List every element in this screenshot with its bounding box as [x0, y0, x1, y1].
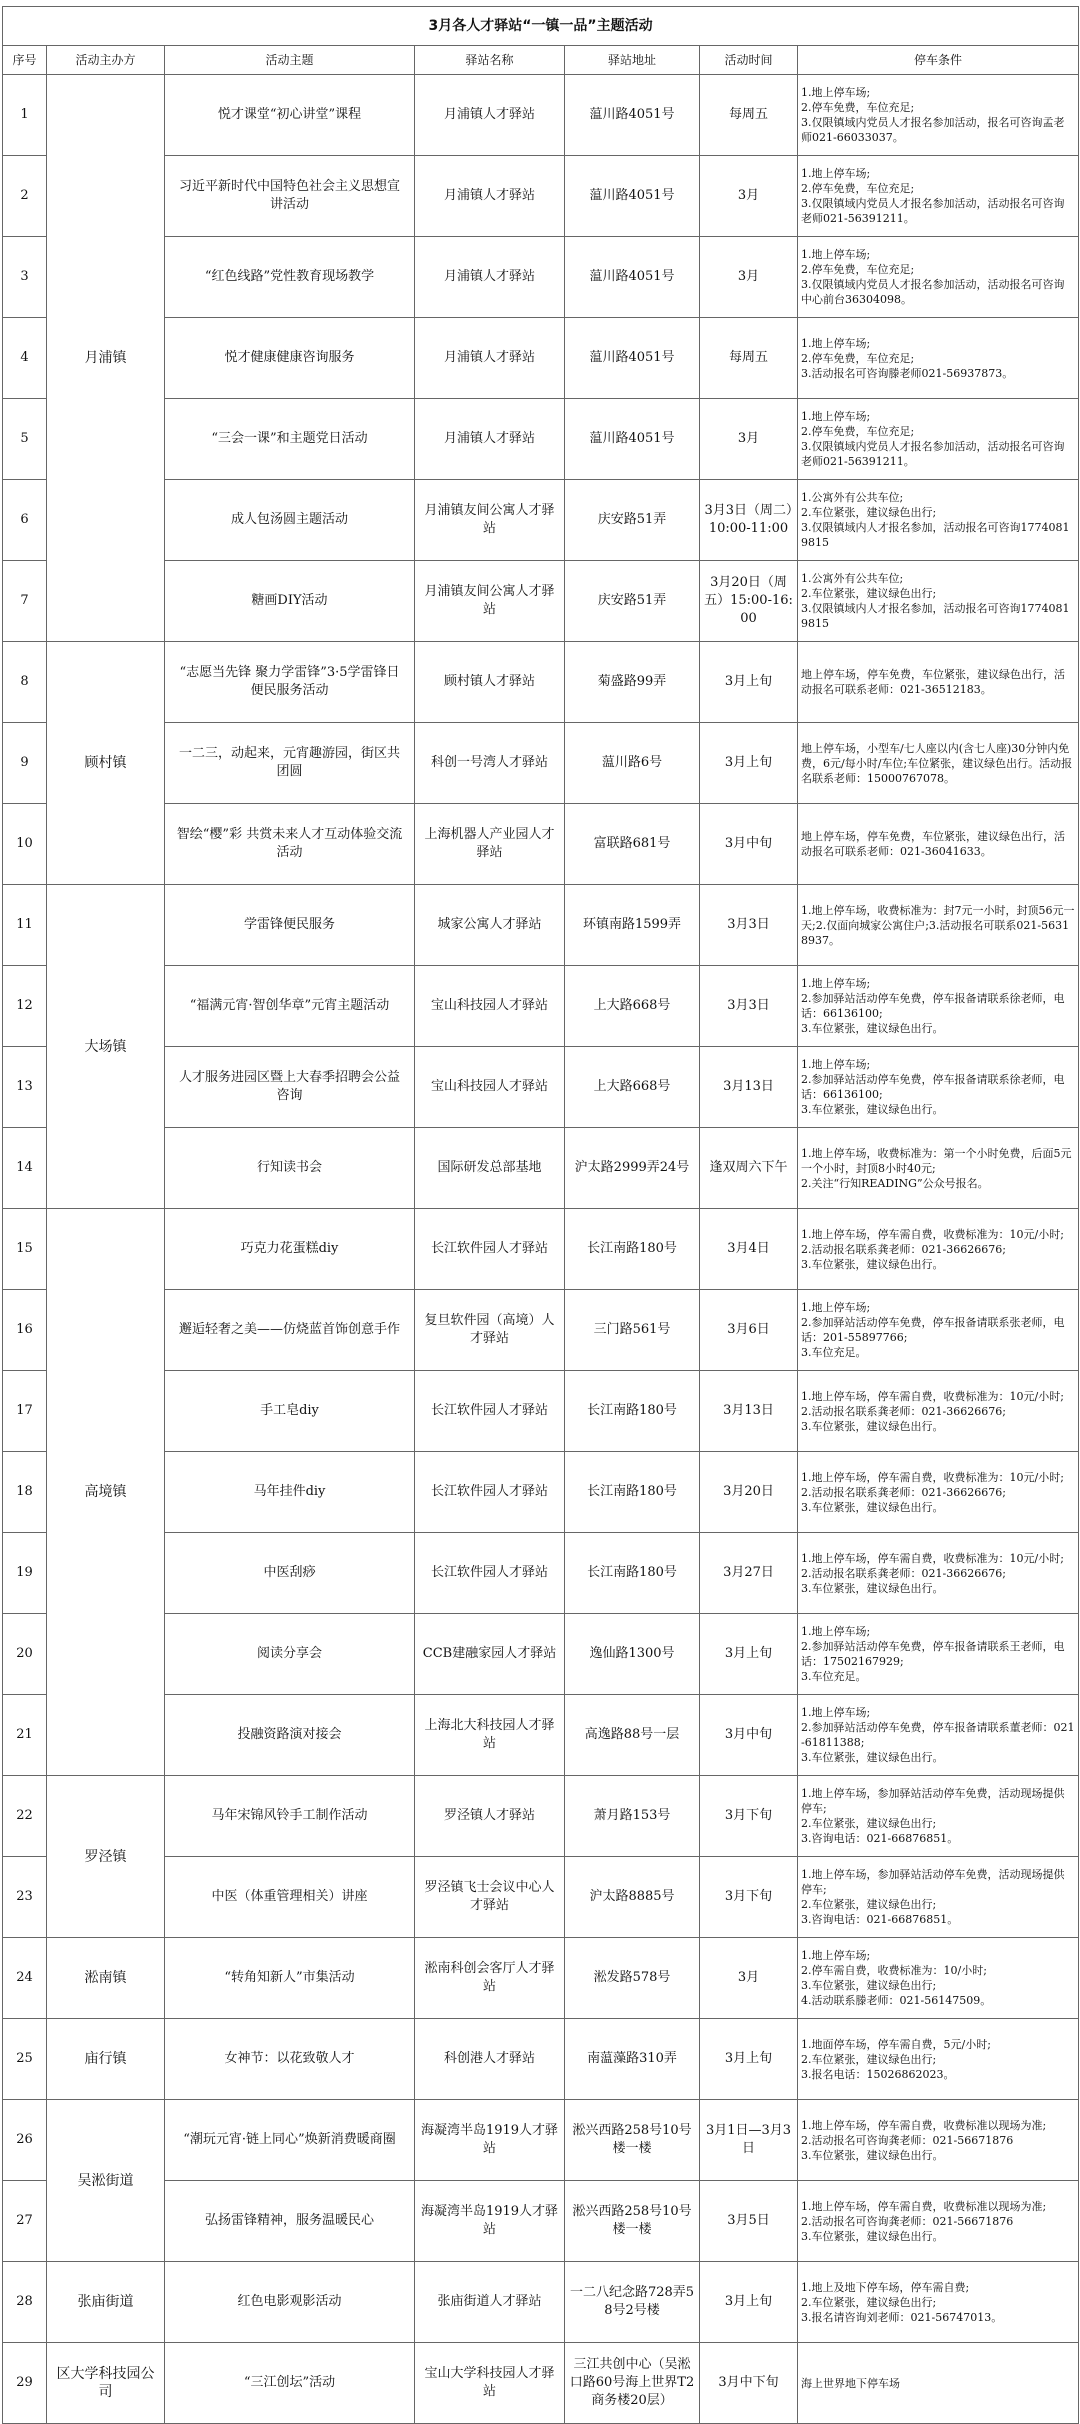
cell-station: 罗泾镇飞士会议中心人才驿站 [415, 1857, 565, 1938]
cell-parking: 地上停车场，小型车/七人座以内(含七人座)30分钟内免费，6元/每小时/车位;车位紧张，建议绿色出行。活动报名联系老师：15000767078。 [798, 723, 1079, 804]
cell-address: 长江南路180号 [565, 1209, 700, 1290]
cell-no: 11 [3, 885, 47, 966]
cell-time: 3月上旬 [700, 642, 798, 723]
header-parking: 停车条件 [798, 46, 1079, 75]
cell-time: 3月20日 [700, 1452, 798, 1533]
cell-address: 三江共创中心（吴淞口路60号海上世界T2商务楼20层） [565, 2343, 700, 2424]
cell-time: 3月1日—3月3日 [700, 2100, 798, 2181]
cell-no: 3 [3, 237, 47, 318]
cell-time: 3月27日 [700, 1533, 798, 1614]
cell-parking: 1.地上停车场; 2.参加驿站活动停车免费，停车报备请联系张老师，电话：201-55897766; 3.车位充足。 [798, 1290, 1079, 1371]
cell-station: 城家公寓人才驿站 [415, 885, 565, 966]
cell-time: 3月 [700, 399, 798, 480]
cell-address: 淞发路578号 [565, 1938, 700, 2019]
cell-address: 菊盛路99弄 [565, 642, 700, 723]
cell-organizer: 罗泾镇 [47, 1776, 165, 1938]
cell-time: 3月 [700, 237, 798, 318]
table-row [3, 804, 1079, 885]
table-row [3, 1128, 1079, 1209]
cell-topic: 中医刮痧 [165, 1533, 415, 1614]
cell-organizer: 张庙街道 [47, 2262, 165, 2343]
cell-topic: 学雷锋便民服务 [165, 885, 415, 966]
header-organizer: 活动主办方 [47, 46, 165, 75]
cell-no: 8 [3, 642, 47, 723]
cell-station: 顾村镇人才驿站 [415, 642, 565, 723]
cell-parking: 1.公寓外有公共车位; 2.车位紧张，建议绿色出行; 3.仅限镇域内人才报名参加，活动报名可咨询17740819815 [798, 480, 1079, 561]
cell-parking: 1.地上停车场，停车需自费，收费标准为：10元/小时; 2.活动报名联系龚老师：021-36626676; 3.车位紧张，建议绿色出行。 [798, 1209, 1079, 1290]
cell-no: 2 [3, 156, 47, 237]
cell-no: 29 [3, 2343, 47, 2424]
cell-no: 23 [3, 1857, 47, 1938]
cell-no: 20 [3, 1614, 47, 1695]
cell-time: 3月中旬 [700, 1695, 798, 1776]
header-topic: 活动主题 [165, 46, 415, 75]
cell-address: 南蕰藻路310弄 [565, 2019, 700, 2100]
cell-topic: 中医（体重管理相关）讲座 [165, 1857, 415, 1938]
cell-time: 3月 [700, 156, 798, 237]
cell-no: 7 [3, 561, 47, 642]
cell-time: 3月上旬 [700, 1614, 798, 1695]
table-row [3, 2100, 1079, 2181]
cell-address: 三门路561号 [565, 1290, 700, 1371]
cell-no: 12 [3, 966, 47, 1047]
cell-time: 3月中旬 [700, 804, 798, 885]
cell-parking: 1.地上停车场; 2.停车免费，车位充足; 3.仅限镇域内党员人才报名参加活动，活动报名可咨询老师021-56391211。 [798, 399, 1079, 480]
cell-time: 3月13日 [700, 1371, 798, 1452]
table-row [3, 723, 1079, 804]
cell-topic: “三会一课”和主题党日活动 [165, 399, 415, 480]
cell-parking: 1.地面停车场，停车需自费，5元/小时; 2.车位紧张，建议绿色出行; 3.报名电话：15026862023。 [798, 2019, 1079, 2100]
table-row [3, 1047, 1079, 1128]
cell-topic: 马年宋锦风铃手工制作活动 [165, 1776, 415, 1857]
cell-time: 3月下旬 [700, 1776, 798, 1857]
cell-topic: 阅读分享会 [165, 1614, 415, 1695]
cell-address: 萧月路153号 [565, 1776, 700, 1857]
cell-station: 月浦镇人才驿站 [415, 156, 565, 237]
cell-no: 25 [3, 2019, 47, 2100]
cell-parking: 1.地上停车场; 2.停车免费，车位充足; 3.仅限镇域内党员人才报名参加活动，报名可咨询孟老师021-66033037。 [798, 75, 1079, 156]
cell-station: 月浦镇友间公寓人才驿站 [415, 480, 565, 561]
cell-topic: 习近平新时代中国特色社会主义思想宣讲活动 [165, 156, 415, 237]
cell-time: 3月5日 [700, 2181, 798, 2262]
cell-parking: 1.地上停车场; 2.参加驿站活动停车免费，停车报备请联系董老师：021-61811388; 3.车位紧张，建议绿色出行。 [798, 1695, 1079, 1776]
cell-parking: 海上世界地下停车场 [798, 2343, 1079, 2424]
table-row [3, 642, 1079, 723]
cell-parking: 地上停车场，停车免费，车位紧张，建议绿色出行，活动报名可联系老师：021-36041633。 [798, 804, 1079, 885]
table-row [3, 1371, 1079, 1452]
table-row [3, 1614, 1079, 1695]
cell-address: 一二八纪念路728弄58号2号楼 [565, 2262, 700, 2343]
activity-table [2, 6, 1079, 2424]
cell-time: 3月中下旬 [700, 2343, 798, 2424]
cell-no: 24 [3, 1938, 47, 2019]
cell-station: 上海北大科技园人才驿站 [415, 1695, 565, 1776]
cell-address: 蕰川路4051号 [565, 237, 700, 318]
cell-address: 蕰川路6号 [565, 723, 700, 804]
activity-table-sheet [2, 6, 1078, 2424]
cell-parking: 1.地上停车场，停车需自费，收费标准为：10元/小时; 2.活动报名联系龚老师：021-36626676; 3.车位紧张，建议绿色出行。 [798, 1371, 1079, 1452]
cell-no: 10 [3, 804, 47, 885]
cell-station: 长江软件园人才驿站 [415, 1371, 565, 1452]
cell-parking: 1.地上停车场; 2.参加驿站活动停车免费，停车报备请联系徐老师，电话：66136100; 3.车位紧张，建议绿色出行。 [798, 1047, 1079, 1128]
cell-station: 长江软件园人才驿站 [415, 1533, 565, 1614]
cell-no: 16 [3, 1290, 47, 1371]
header-address: 驿站地址 [565, 46, 700, 75]
cell-address: 上大路668号 [565, 966, 700, 1047]
cell-no: 28 [3, 2262, 47, 2343]
cell-topic: “志愿当先锋 聚力学雷锋”3·5学雷锋日便民服务活动 [165, 642, 415, 723]
cell-station: 上海机器人产业园人才驿站 [415, 804, 565, 885]
cell-address: 蕰川路4051号 [565, 318, 700, 399]
table-row [3, 1776, 1079, 1857]
table-row [3, 1857, 1079, 1938]
cell-topic: 邂逅轻奢之美——仿烧蓝首饰创意手作 [165, 1290, 415, 1371]
cell-time: 3月上旬 [700, 2019, 798, 2100]
cell-time: 3月3日 [700, 885, 798, 966]
cell-parking: 1.地上停车场，参加驿站活动停车免费，活动现场提供停车; 2.车位紧张，建议绿色出行; 3.咨询电话：021-66876851。 [798, 1857, 1079, 1938]
cell-organizer: 大场镇 [47, 885, 165, 1209]
header-time: 活动时间 [700, 46, 798, 75]
header-row [3, 46, 1079, 75]
cell-parking: 地上停车场，停车免费，车位紧张，建议绿色出行，活动报名可联系老师：021-36512183。 [798, 642, 1079, 723]
cell-no: 4 [3, 318, 47, 399]
table-title: 3月各人才驿站“一镇一品”主题活动 [3, 7, 1079, 46]
table-row [3, 561, 1079, 642]
cell-organizer: 区大学科技园公司 [47, 2343, 165, 2424]
cell-address: 蕰川路4051号 [565, 75, 700, 156]
cell-topic: 行知读书会 [165, 1128, 415, 1209]
cell-no: 17 [3, 1371, 47, 1452]
cell-topic: 智绘“樱”彩 共赏未来人才互动体验交流活动 [165, 804, 415, 885]
cell-parking: 1.公寓外有公共车位; 2.车位紧张，建议绿色出行; 3.仅限镇域内人才报名参加，活动报名可咨询17740819815 [798, 561, 1079, 642]
cell-station: 月浦镇人才驿站 [415, 237, 565, 318]
cell-address: 淞兴西路258号10号楼一楼 [565, 2181, 700, 2262]
table-row [3, 885, 1079, 966]
cell-topic: 巧克力花蛋糕diy [165, 1209, 415, 1290]
cell-time: 3月下旬 [700, 1857, 798, 1938]
cell-no: 27 [3, 2181, 47, 2262]
table-body [3, 75, 1079, 2424]
cell-address: 长江南路180号 [565, 1452, 700, 1533]
cell-parking: 1.地上停车场，停车需自费，收费标准以现场为准; 2.活动报名可咨询龚老师：021-56671876 3.车位紧张，建议绿色出行。 [798, 2181, 1079, 2262]
cell-topic: 投融资路演对接会 [165, 1695, 415, 1776]
cell-no: 14 [3, 1128, 47, 1209]
cell-station: 科创一号湾人才驿站 [415, 723, 565, 804]
cell-station: 海凝湾半岛1919人才驿站 [415, 2100, 565, 2181]
cell-topic: 人才服务进园区暨上大春季招聘会公益咨询 [165, 1047, 415, 1128]
table-row [3, 480, 1079, 561]
table-row [3, 2262, 1079, 2343]
cell-station: 月浦镇人才驿站 [415, 75, 565, 156]
cell-topic: 悦才健康健康咨询服务 [165, 318, 415, 399]
header-no: 序号 [3, 46, 47, 75]
cell-no: 18 [3, 1452, 47, 1533]
cell-no: 5 [3, 399, 47, 480]
table-row [3, 2019, 1079, 2100]
cell-station: 月浦镇人才驿站 [415, 318, 565, 399]
table-row [3, 1452, 1079, 1533]
cell-no: 9 [3, 723, 47, 804]
table-row [3, 399, 1079, 480]
cell-address: 蕰川路4051号 [565, 399, 700, 480]
cell-organizer: 庙行镇 [47, 2019, 165, 2100]
table-row [3, 1209, 1079, 1290]
cell-no: 6 [3, 480, 47, 561]
cell-parking: 1.地上停车场; 2.参加驿站活动停车免费，停车报备请联系徐老师，电话：66136100; 3.车位紧张，建议绿色出行。 [798, 966, 1079, 1047]
cell-topic: “福满元宵·智创华章”元宵主题活动 [165, 966, 415, 1047]
cell-organizer: 吴淞街道 [47, 2100, 165, 2262]
cell-topic: 弘扬雷锋精神，服务温暖民心 [165, 2181, 415, 2262]
cell-topic: 成人包汤圆主题活动 [165, 480, 415, 561]
cell-no: 26 [3, 2100, 47, 2181]
cell-parking: 1.地上停车场; 2.停车免费，车位充足; 3.仅限镇域内党员人才报名参加活动，活动报名可咨询中心前台36304098。 [798, 237, 1079, 318]
cell-time: 3月20日（周五）15:00-16:00 [700, 561, 798, 642]
table-row [3, 1533, 1079, 1614]
cell-time: 3月 [700, 1938, 798, 2019]
table-row [3, 2343, 1079, 2424]
cell-time: 逢双周六下午 [700, 1128, 798, 1209]
cell-parking: 1.地上停车场，停车需自费，收费标准为：10元/小时; 2.活动报名联系龚老师：021-36626676; 3.车位紧张，建议绿色出行。 [798, 1452, 1079, 1533]
cell-topic: 手工皂diy [165, 1371, 415, 1452]
table-row [3, 237, 1079, 318]
cell-station: 宝山科技园人才驿站 [415, 1047, 565, 1128]
cell-parking: 1.地上停车场，停车需自费，收费标准以现场为准; 2.活动报名可咨询龚老师：021-56671876 3.车位紧张，建议绿色出行。 [798, 2100, 1079, 2181]
cell-station: 国际研发总部基地 [415, 1128, 565, 1209]
cell-address: 环镇南路1599弄 [565, 885, 700, 966]
cell-organizer: 月浦镇 [47, 75, 165, 642]
cell-parking: 1.地上停车场; 2.参加驿站活动停车免费，停车报备请联系王老师，电话：17502167929; 3.车位充足。 [798, 1614, 1079, 1695]
cell-time: 3月6日 [700, 1290, 798, 1371]
cell-topic: 红色电影观影活动 [165, 2262, 415, 2343]
cell-parking: 1.地上停车场，收费标准为：第一个小时免费，后面5元一个小时，封顶8小时40元; 2.关注“行知READING”公众号报名。 [798, 1128, 1079, 1209]
cell-topic: 糖画DIY活动 [165, 561, 415, 642]
table-row [3, 966, 1079, 1047]
cell-station: 科创港人才驿站 [415, 2019, 565, 2100]
cell-no: 21 [3, 1695, 47, 1776]
cell-organizer: 顾村镇 [47, 642, 165, 885]
table-row [3, 156, 1079, 237]
table-row [3, 1938, 1079, 2019]
cell-address: 逸仙路1300号 [565, 1614, 700, 1695]
cell-address: 淞兴西路258号10号楼一楼 [565, 2100, 700, 2181]
cell-station: 淞南科创会客厅人才驿站 [415, 1938, 565, 2019]
cell-time: 3月上旬 [700, 2262, 798, 2343]
cell-no: 15 [3, 1209, 47, 1290]
cell-parking: 1.地上停车场; 2.停车免费，车位充足; 3.仅限镇域内党员人才报名参加活动，活动报名可咨询老师021-56391211。 [798, 156, 1079, 237]
cell-address: 庆安路51弄 [565, 561, 700, 642]
cell-station: 宝山大学科技园人才驿站 [415, 2343, 565, 2424]
cell-parking: 1.地上停车场，停车需自费，收费标准为：10元/小时; 2.活动报名联系龚老师：021-36626676; 3.车位紧张，建议绿色出行。 [798, 1533, 1079, 1614]
cell-time: 3月3日（周二）10:00-11:00 [700, 480, 798, 561]
cell-station: 张庙街道人才驿站 [415, 2262, 565, 2343]
cell-time: 3月4日 [700, 1209, 798, 1290]
cell-topic: “三江创坛”活动 [165, 2343, 415, 2424]
cell-parking: 1.地上停车场，收费标准为：封7元一小时，封顶56元一天;2.仅面向城家公寓住户;3.活动报名可联系021-56318937。 [798, 885, 1079, 966]
cell-address: 长江南路180号 [565, 1533, 700, 1614]
cell-topic: 女神节：以花致敬人才 [165, 2019, 415, 2100]
cell-station: 月浦镇友间公寓人才驿站 [415, 561, 565, 642]
table-row [3, 1290, 1079, 1371]
header-station: 驿站名称 [415, 46, 565, 75]
cell-topic: 马年挂件diy [165, 1452, 415, 1533]
cell-time: 3月13日 [700, 1047, 798, 1128]
cell-parking: 1.地上及地下停车场，停车需自费; 2.车位紧张，建议绿色出行; 3.报名请咨询刘老师：021-56747013。 [798, 2262, 1079, 2343]
cell-no: 13 [3, 1047, 47, 1128]
cell-station: 海凝湾半岛1919人才驿站 [415, 2181, 565, 2262]
cell-address: 沪太路8885号 [565, 1857, 700, 1938]
cell-station: 长江软件园人才驿站 [415, 1452, 565, 1533]
cell-station: 复旦软件园（高境）人才驿站 [415, 1290, 565, 1371]
cell-no: 1 [3, 75, 47, 156]
cell-address: 富联路681号 [565, 804, 700, 885]
cell-time: 3月3日 [700, 966, 798, 1047]
cell-address: 沪太路2999弄24号 [565, 1128, 700, 1209]
cell-address: 上大路668号 [565, 1047, 700, 1128]
cell-no: 19 [3, 1533, 47, 1614]
cell-address: 蕰川路4051号 [565, 156, 700, 237]
table-row [3, 318, 1079, 399]
cell-topic: “红色线路”党性教育现场教学 [165, 237, 415, 318]
cell-topic: “潮玩元宵·链上同心”焕新消费暖商圈 [165, 2100, 415, 2181]
cell-time: 3月上旬 [700, 723, 798, 804]
cell-address: 庆安路51弄 [565, 480, 700, 561]
cell-station: CCB建融家园人才驿站 [415, 1614, 565, 1695]
cell-no: 22 [3, 1776, 47, 1857]
cell-parking: 1.地上停车场; 2.停车免费，车位充足; 3.活动报名可咨询滕老师021-56937873。 [798, 318, 1079, 399]
cell-station: 长江软件园人才驿站 [415, 1209, 565, 1290]
table-row [3, 1695, 1079, 1776]
cell-time: 每周五 [700, 318, 798, 399]
cell-time: 每周五 [700, 75, 798, 156]
cell-parking: 1.地上停车场; 2.停车需自费，收费标准为：10/小时; 3.车位紧张，建议绿色出行; 4.活动联系滕老师：021-56147509。 [798, 1938, 1079, 2019]
cell-station: 罗泾镇人才驿站 [415, 1776, 565, 1857]
cell-organizer: 淞南镇 [47, 1938, 165, 2019]
table-row [3, 2181, 1079, 2262]
cell-address: 高逸路88号一层 [565, 1695, 700, 1776]
cell-topic: 悦才课堂“初心讲堂”课程 [165, 75, 415, 156]
cell-station: 月浦镇人才驿站 [415, 399, 565, 480]
cell-parking: 1.地上停车场，参加驿站活动停车免费，活动现场提供停车; 2.车位紧张，建议绿色出行; 3.咨询电话：021-66876851。 [798, 1776, 1079, 1857]
cell-topic: “转角知新人”市集活动 [165, 1938, 415, 2019]
cell-address: 长江南路180号 [565, 1371, 700, 1452]
cell-station: 宝山科技园人才驿站 [415, 966, 565, 1047]
table-row [3, 75, 1079, 156]
cell-organizer: 高境镇 [47, 1209, 165, 1776]
cell-topic: 一二三，动起来，元宵趣游园，街区共团圆 [165, 723, 415, 804]
